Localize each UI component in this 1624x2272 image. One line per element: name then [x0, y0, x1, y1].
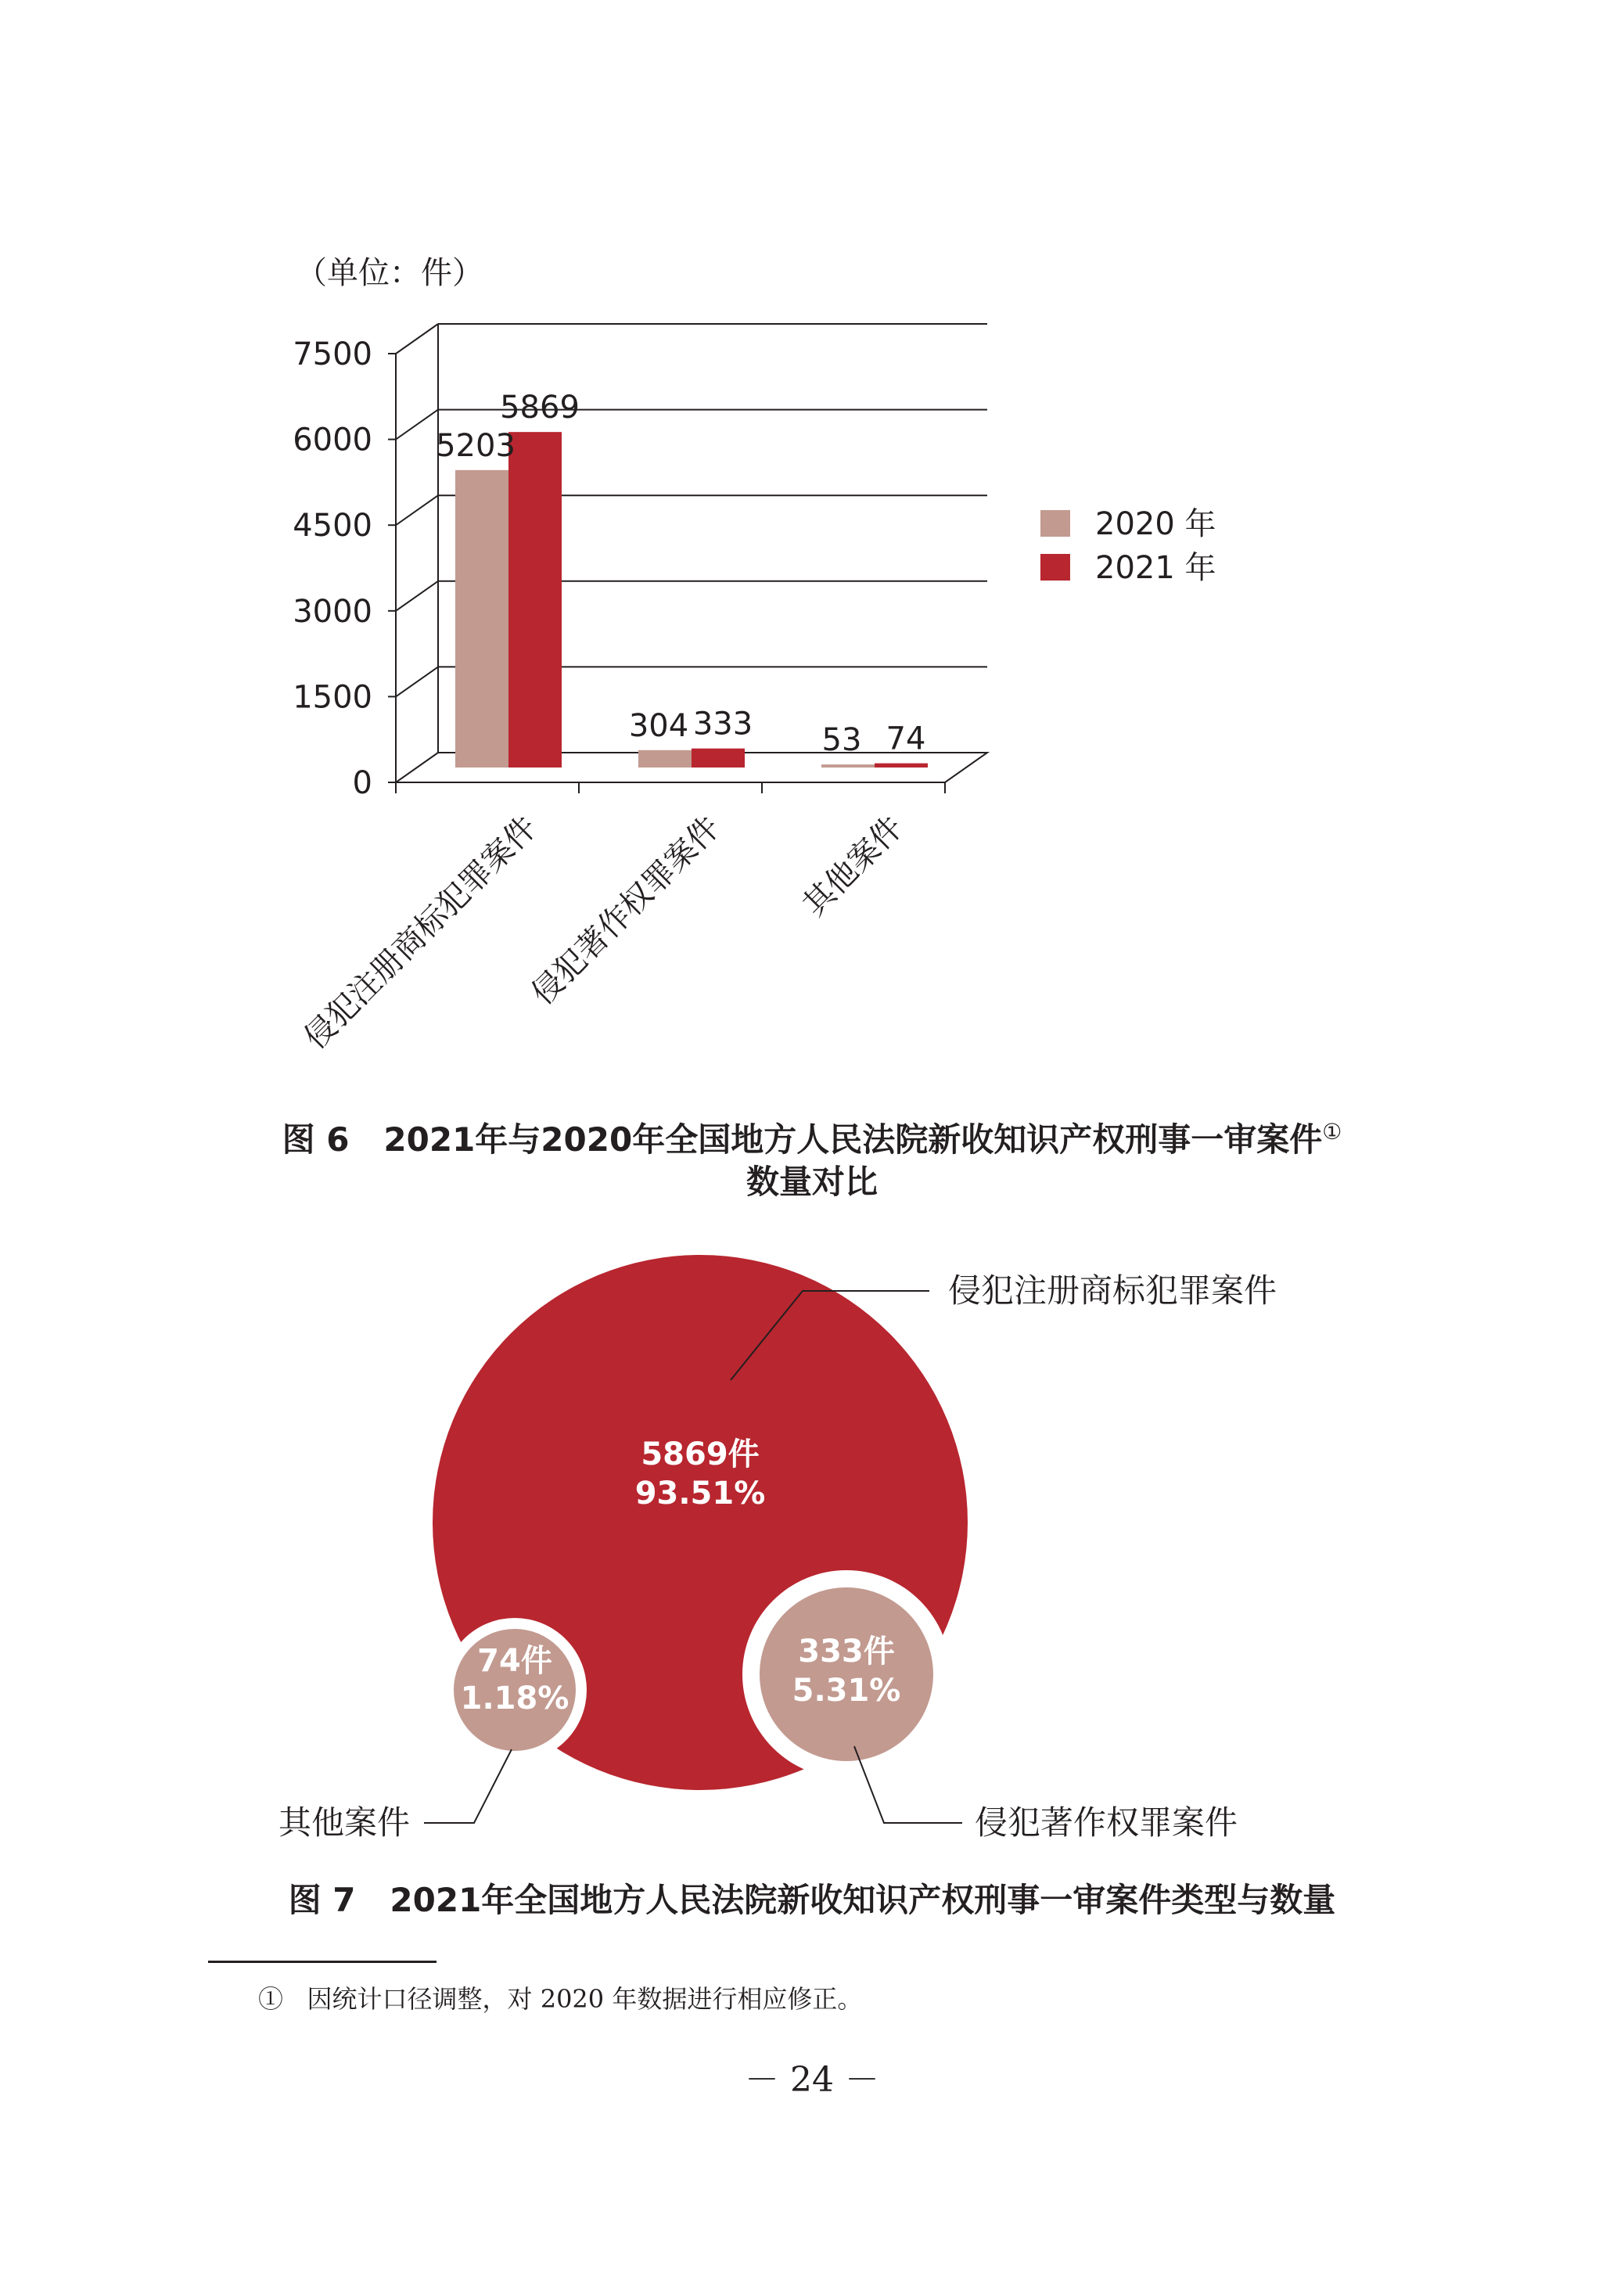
- y-tick-label: 3000: [293, 593, 372, 630]
- bar-value-label: 5203: [436, 427, 516, 464]
- bar-value-label: 53: [821, 722, 862, 759]
- gridline-connector: [396, 495, 438, 525]
- unit-label: （单位：件）: [296, 255, 483, 291]
- bubble-secondary-count: 333件: [798, 1634, 895, 1670]
- footnote-text: 因统计口径调整，对 2020 年数据进行相应修正。: [307, 1984, 863, 2014]
- bubble-main-count: 5869件: [641, 1436, 760, 1472]
- bubble-main-percent: 93.51%: [634, 1476, 766, 1512]
- footnote-marker: ①: [258, 1984, 284, 2014]
- figure-6-caption: [0, 1114, 1624, 1161]
- bar: [821, 764, 875, 768]
- gridline-connector: [396, 753, 438, 782]
- legend-label: 2020 年: [1095, 506, 1216, 542]
- footnote-mark: ①: [1322, 1119, 1342, 1145]
- bar: [455, 470, 508, 768]
- bar-value-label: 304: [628, 707, 689, 744]
- gridline-connector: [396, 410, 438, 440]
- bar: [875, 764, 928, 768]
- bar: [692, 749, 745, 768]
- slice-label: 侵犯著作权罪案件: [975, 1803, 1238, 1842]
- bar-chart-bars: [455, 432, 928, 768]
- figure-6-title-line1: 2021年与2020年全国地方人民法院新收知识产权刑事一审案件: [383, 1120, 1323, 1159]
- bubble-tertiary-percent: 1.18%: [460, 1681, 569, 1717]
- y-tick-label: 4500: [293, 508, 372, 545]
- figure-6-title-line2: 数量对比: [746, 1163, 878, 1201]
- gridline-connector: [396, 324, 438, 354]
- pie-chart: [278, 1255, 1277, 1842]
- x-category-label: 侵犯注册商标犯罪案件: [297, 809, 544, 1056]
- figure-7-caption: [0, 1875, 1624, 1921]
- bar-chart-category-labels: [297, 810, 910, 1056]
- bar-chart-y-ticks: [293, 336, 396, 801]
- figure-6-caption-line2: [0, 1156, 1624, 1203]
- footnote: [258, 1979, 862, 2015]
- slice-label: 其他案件: [278, 1803, 410, 1842]
- bar-value-label: 74: [886, 721, 926, 757]
- x-category-label: 侵犯著作权罪案件: [524, 809, 728, 1012]
- bar: [508, 432, 562, 768]
- footnote-rule: [208, 1961, 437, 1963]
- bubble-secondary-percent: 5.31%: [792, 1673, 901, 1709]
- figure-7-label: 图 7: [288, 1881, 356, 1919]
- gridline-connector: [396, 581, 438, 611]
- bar: [638, 750, 692, 768]
- bar-chart-legend: [1040, 506, 1216, 586]
- figure-7-title: 2021年全国地方人民法院新收知识产权刑事一审案件类型与数量: [390, 1881, 1336, 1919]
- page-number: － 24 －: [745, 2060, 879, 2100]
- legend-swatch: [1040, 554, 1070, 581]
- slice-label: 侵犯注册商标犯罪案件: [948, 1271, 1277, 1310]
- x-category-label: 其他案件: [796, 809, 911, 924]
- y-tick-label: 0: [352, 765, 372, 801]
- y-tick-label: 1500: [293, 679, 372, 716]
- y-tick-label: 6000: [293, 422, 372, 458]
- bar-value-label: 333: [692, 706, 753, 742]
- bar-value-label: 5869: [500, 390, 580, 426]
- leader-line: [424, 1749, 512, 1823]
- legend-swatch: [1040, 510, 1070, 537]
- figure-6-label: 图 6: [282, 1120, 350, 1159]
- y-tick-label: 7500: [293, 336, 372, 372]
- gridline-connector: [396, 667, 438, 696]
- bubble-tertiary-count: 74件: [477, 1643, 552, 1679]
- legend-label: 2021 年: [1095, 550, 1216, 586]
